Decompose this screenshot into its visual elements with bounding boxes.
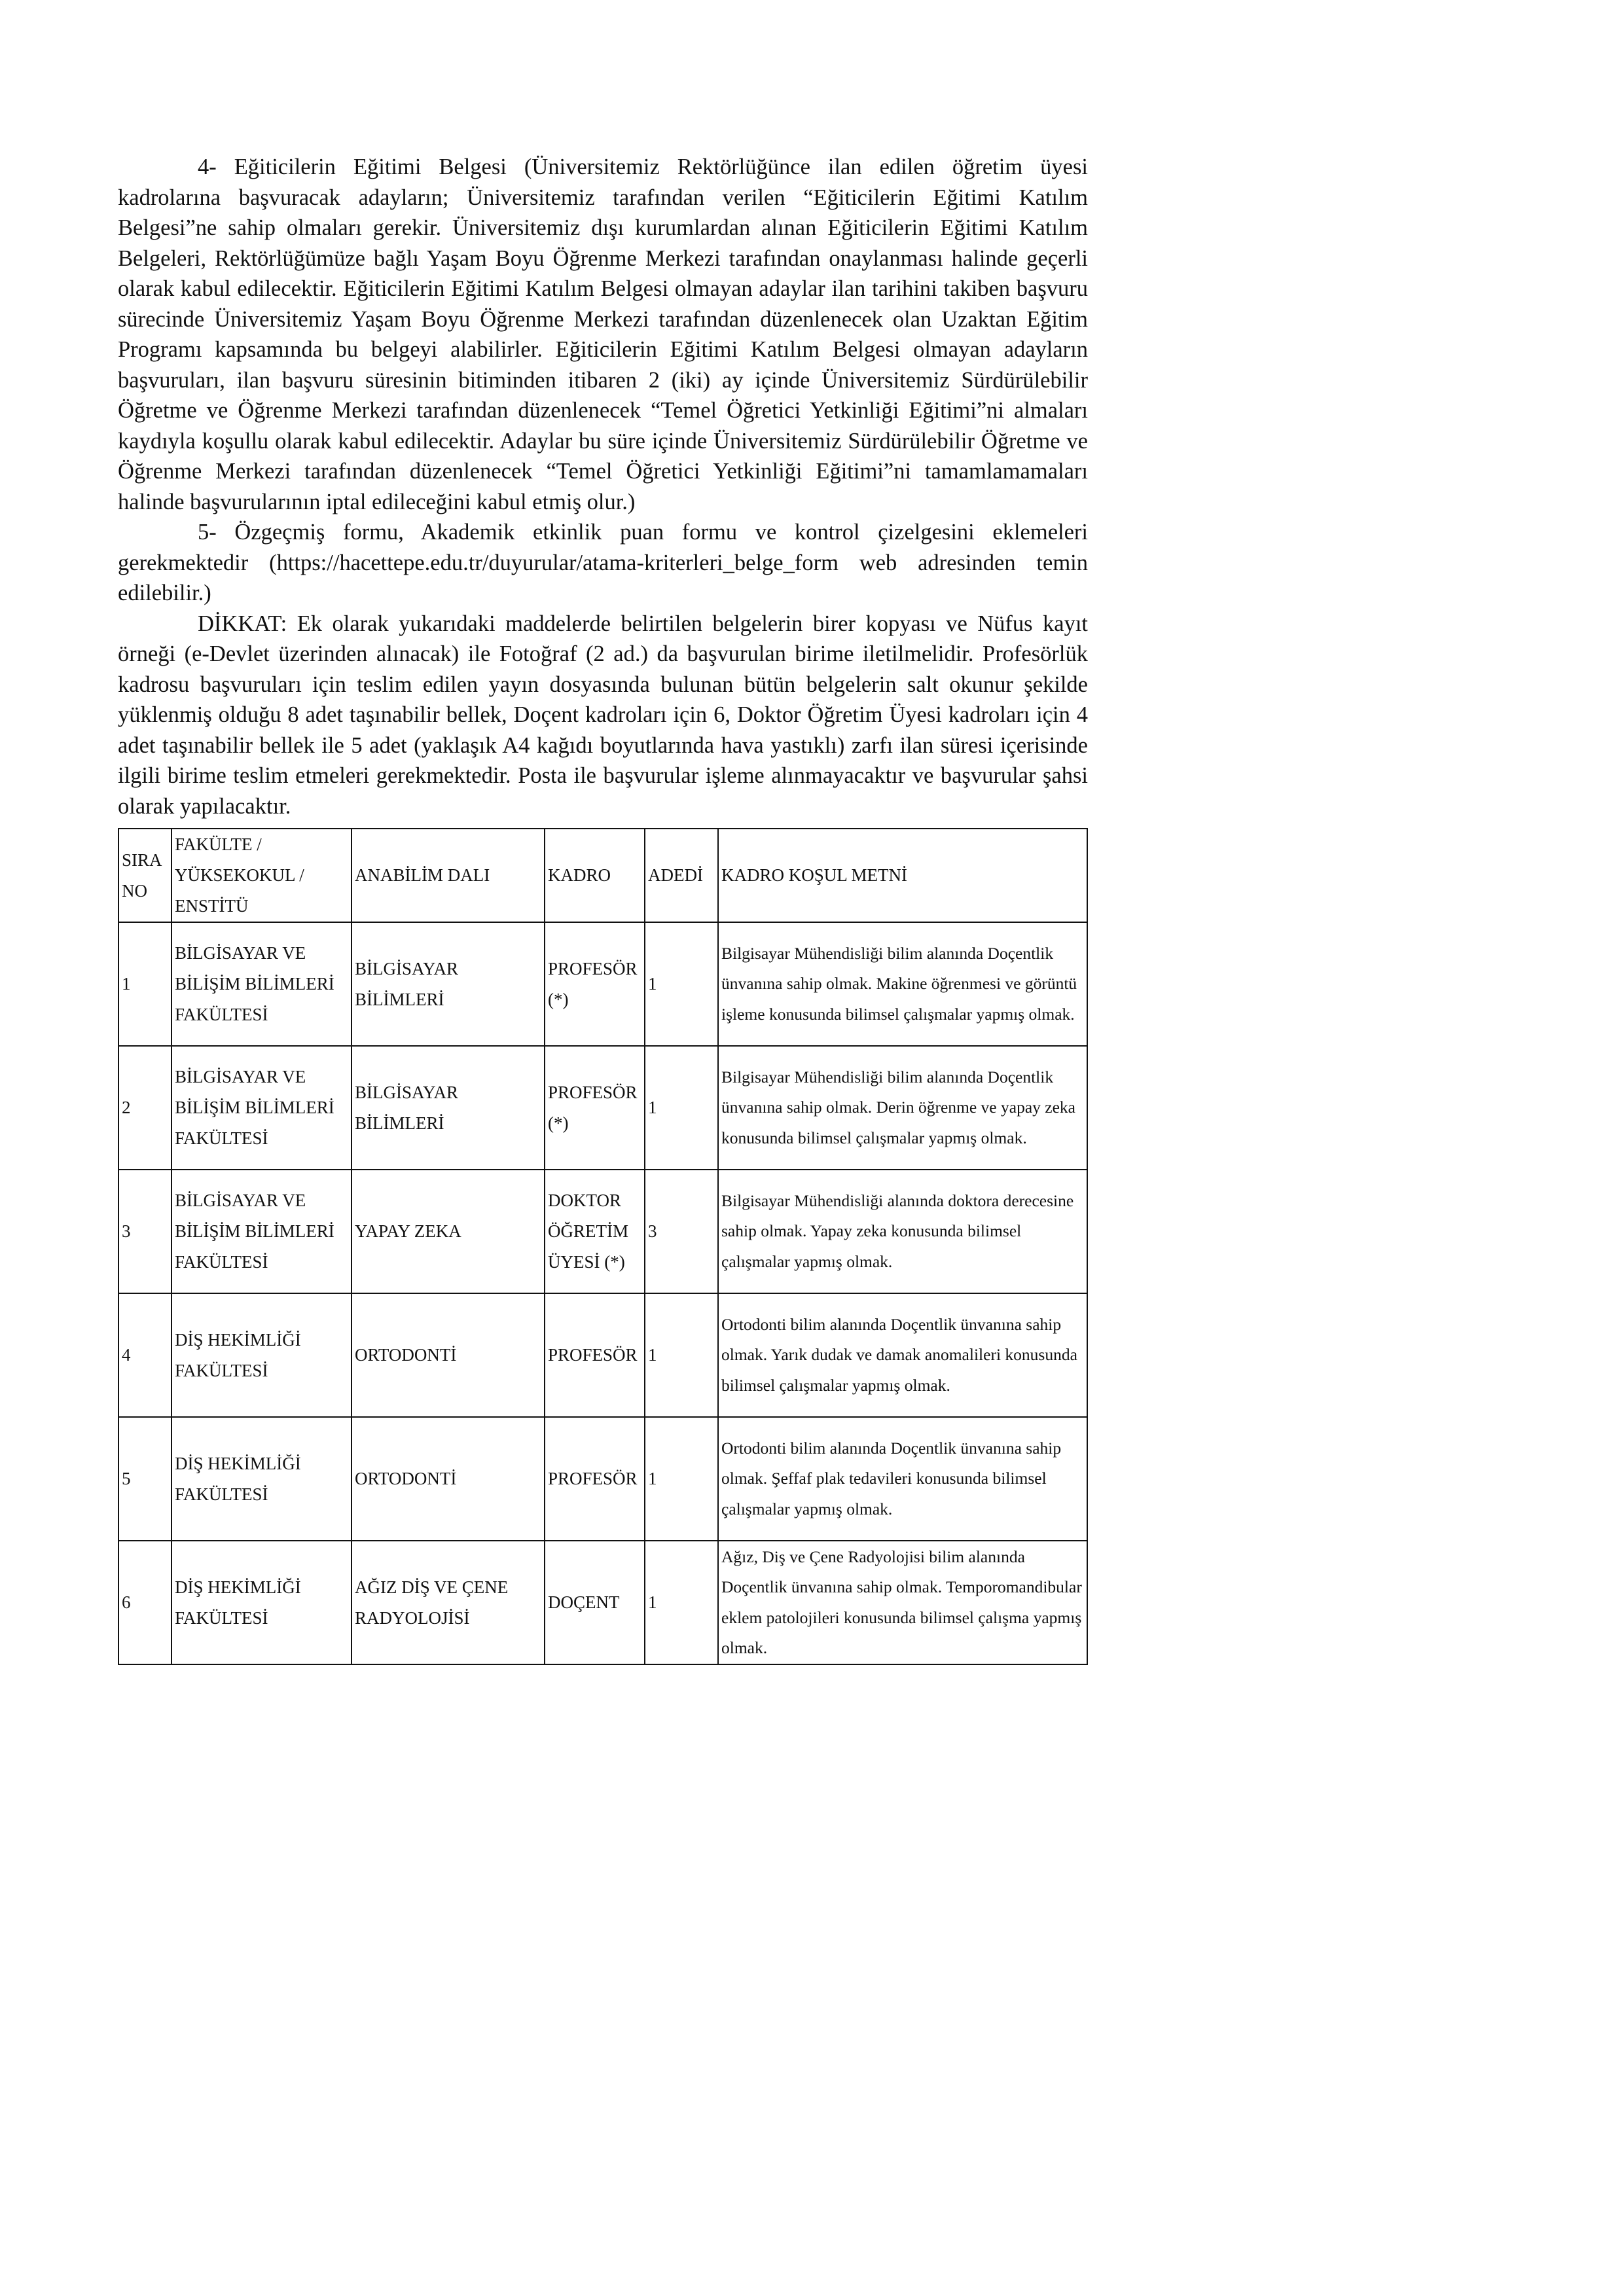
kadro-table <box>118 828 1088 1665</box>
paragraph-item-4: 4- Eğiticilerin Eğitimi Belgesi (Üniversitemiz Rektörlüğünce ilan edilen öğretim üyesi kadrolarına başvuracak adayların; Üniversitemiz tarafından verilen “Eğiticilerin Eğitimi Katılım Belgesi”ne sahip olmaları gerekir. Üniversitemiz dışı kurumlardan alınan Eğiticilerin Eğitimi Katılım Belgeleri, Rektörlüğümüze bağlı Yaşam Boyu Öğrenme Merkezi tarafından onaylanması halinde geçerli olarak kabul edilecektir. Eğiticilerin Eğitimi Katılım Belgesi olmayan adaylar ilan tarihini takiben başvuru sürecinde Üniversitemiz Yaşam Boyu Öğrenme Merkezi tarafından düzenlenecek olan Uzaktan Eğitim Programı kapsamında bu belgeyi alabilirler. Eğiticilerin Eğitimi Katılım Belgesi olmayan adayların başvuruları, ilan başvuru süresinin bitiminden itibaren 2 (iki) ay içinde Üniversitemiz Sürdürülebilir Öğretme ve Öğrenme Merkezi tarafından düzenlenecek “Temel Öğretici Yetkinliği Eğitimi”ni almaları kaydıyla koşullu olarak kabul edilecektir. Adaylar bu süre içinde Üniversitemiz Sürdürülebilir Öğretme ve Öğrenme Merkezi tarafından düzenlenecek “Temel Öğretici Yetkinliği Eğitimi”ni tamamlamamaları halinde başvurularının iptal edileceğini kabul etmiş olur.) <box>118 154 1088 514</box>
table-header-row <box>118 829 1087 922</box>
cell-kosul: Ortodonti bilim alanında Doçentlik ünvanına sahip olmak. Yarık dudak ve damak anomalileri konusunda bilimsel çalışmalar yapmış olmak. <box>718 1293 1087 1417</box>
table-row <box>118 1170 1087 1293</box>
cell-anabilim: ORTODONTİ <box>352 1417 545 1541</box>
header-kosul: KADRO KOŞUL METNİ <box>718 829 1087 922</box>
cell-adedi: 3 <box>645 1170 718 1293</box>
table-row <box>118 1541 1087 1664</box>
cell-kadro: DOÇENT <box>545 1541 645 1664</box>
cell-adedi: 1 <box>645 1417 718 1541</box>
cell-fakulte: BİLGİSAYAR VE BİLİŞİM BİLİMLERİ FAKÜLTESİ <box>171 922 352 1046</box>
cell-kadro: PROFESÖR <box>545 1293 645 1417</box>
table-row <box>118 1046 1087 1170</box>
cell-anabilim: AĞIZ DİŞ VE ÇENE RADYOLOJİSİ <box>352 1541 545 1664</box>
cell-adedi: 1 <box>645 1046 718 1170</box>
paragraph-item-5: 5- Özgeçmiş formu, Akademik etkinlik puan formu ve kontrol çizelgesini eklemeleri gerekmektedir (https://hacettepe.edu.tr/duyurular/atama-kriterleri_belge_form web adresinden temin edilebilir.) <box>118 520 1088 605</box>
cell-sira: 3 <box>118 1170 171 1293</box>
header-sira: SIRA NO <box>118 829 171 922</box>
header-fakulte: FAKÜLTE / YÜKSEKOKUL / ENSTİTÜ <box>171 829 352 922</box>
table-row <box>118 922 1087 1046</box>
paragraph-dikkat: DİKKAT: Ek olarak yukarıdaki maddelerde belirtilen belgelerin birer kopyası ve Nüfus kayıt örneği (e-Devlet üzerinden alınacak) ile Fotoğraf (2 ad.) da başvurulan birime iletilmelidir. Profesörlük kadrosu başvuruları için teslim edilen yayın dosyasında bulunan bütün belgelerin salt okunur şekilde yüklenmiş olduğu 8 adet taşınabilir bellek, Doçent kadroları için 6, Doktor Öğretim Üyesi kadroları için 4 adet taşınabilir bellek ile 5 adet (yaklaşık A4 kağıdı boyutlarında hava yastıklı) zarfı ilan süresi içerisinde ilgili birime teslim etmeleri gerekmektedir. Posta ile başvurular işleme alınmayacaktır ve başvurular şahsi olarak yapılacaktır. <box>118 611 1088 819</box>
cell-fakulte: DİŞ HEKİMLİĞİ FAKÜLTESİ <box>171 1293 352 1417</box>
cell-adedi: 1 <box>645 922 718 1046</box>
cell-kosul: Ortodonti bilim alanında Doçentlik ünvanına sahip olmak. Şeffaf plak tedavileri konusunda bilimsel çalışmalar yapmış olmak. <box>718 1417 1087 1541</box>
cell-kadro: PROFESÖR (*) <box>545 922 645 1046</box>
cell-adedi: 1 <box>645 1541 718 1664</box>
cell-kosul: Ağız, Diş ve Çene Radyolojisi bilim alanında Doçentlik ünvanına sahip olmak. Temporomandibular eklem patolojileri konusunda bilimsel çalışma yapmış olmak. <box>718 1541 1087 1664</box>
cell-sira: 5 <box>118 1417 171 1541</box>
cell-anabilim: BİLGİSAYAR BİLİMLERİ <box>352 922 545 1046</box>
cell-anabilim: YAPAY ZEKA <box>352 1170 545 1293</box>
cell-kosul: Bilgisayar Mühendisliği alanında doktora derecesine sahip olmak. Yapay zeka konusunda bilimsel çalışmalar yapmış olmak. <box>718 1170 1087 1293</box>
cell-anabilim: ORTODONTİ <box>352 1293 545 1417</box>
cell-sira: 2 <box>118 1046 171 1170</box>
table-row <box>118 1417 1087 1541</box>
table-row <box>118 1293 1087 1417</box>
cell-sira: 4 <box>118 1293 171 1417</box>
cell-anabilim: BİLGİSAYAR BİLİMLERİ <box>352 1046 545 1170</box>
cell-kadro: PROFESÖR (*) <box>545 1046 645 1170</box>
header-anabilim: ANABİLİM DALI <box>352 829 545 922</box>
cell-kadro: PROFESÖR <box>545 1417 645 1541</box>
header-kadro: KADRO <box>545 829 645 922</box>
cell-sira: 1 <box>118 922 171 1046</box>
header-adedi: ADEDİ <box>645 829 718 922</box>
cell-fakulte: DİŞ HEKİMLİĞİ FAKÜLTESİ <box>171 1541 352 1664</box>
document-page <box>118 152 1088 1665</box>
cell-adedi: 1 <box>645 1293 718 1417</box>
cell-fakulte: DİŞ HEKİMLİĞİ FAKÜLTESİ <box>171 1417 352 1541</box>
cell-fakulte: BİLGİSAYAR VE BİLİŞİM BİLİMLERİ FAKÜLTESİ <box>171 1170 352 1293</box>
cell-sira: 6 <box>118 1541 171 1664</box>
cell-kosul: Bilgisayar Mühendisliği bilim alanında Doçentlik ünvanına sahip olmak. Derin öğrenme ve yapay zeka konusunda bilimsel çalışmalar yapmış olmak. <box>718 1046 1087 1170</box>
cell-kadro: DOKTOR ÖĞRETİM ÜYESİ (*) <box>545 1170 645 1293</box>
cell-kosul: Bilgisayar Mühendisliği bilim alanında Doçentlik ünvanına sahip olmak. Makine öğrenmesi ve görüntü işleme konusunda bilimsel çalışmalar yapmış olmak. <box>718 922 1087 1046</box>
cell-fakulte: BİLGİSAYAR VE BİLİŞİM BİLİMLERİ FAKÜLTESİ <box>171 1046 352 1170</box>
